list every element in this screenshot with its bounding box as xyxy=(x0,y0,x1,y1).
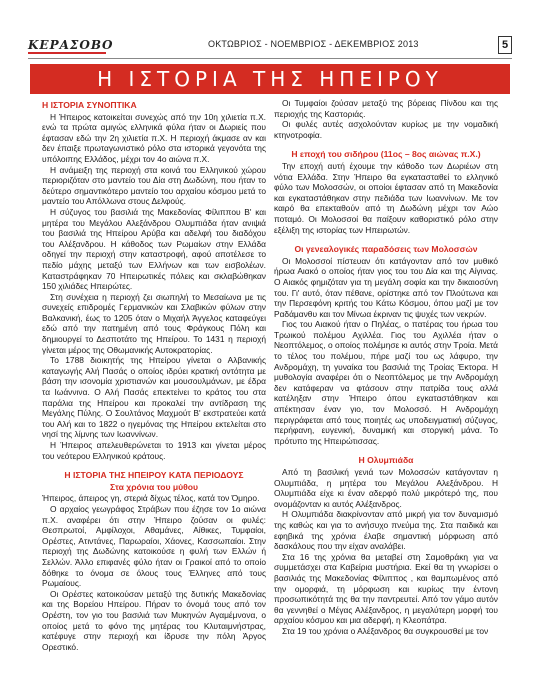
section-heading: Η ΙΣΤΟΡΙΑ ΤΗΣ ΗΠΕΙΡΟΥ ΚΑΤΑ ΠΕΡΙΟΔΟΥΣ xyxy=(64,470,244,481)
subsection-heading: Στα χρόνια του μύθου xyxy=(109,481,199,492)
paragraph: Στη συνέχεια η περιοχή ζει σιωπηλή το Μεσαίωνα με τις συνεχείς επιδρομές Γερμανικών και Σλαβικών φύλων στην Βαλκανική, έως το 1205 όταν ο Μιχαήλ Άγγελος καταφεύγει εδώ από την πατημένη από τους Φράγκους Πόλη και δημιουργεί το Δεσποτάτο της Ηπείρου. Το 1431 η περιοχή γίνεται μέρος της Οθωμανικής Αυτοκρατορίας. xyxy=(42,291,266,355)
paragraph: Στα 19 του χρόνια ο Αλέξανδρος θα συγκρουσθεί με τον xyxy=(282,625,489,636)
paragraph: Την εποχή αυτή έχουμε την κάθοδο των Δωριέων στη νότια Ελλάδα. Στην Ήπειρο θα εγκατασταθεί το ελληνικό φύλο των Μολοσσών, οι οποίοι έφτασαν από τη Μακεδονία και εγκαταστάθηκαν στην πεδιάδα των Ιωαννίνων. Με τον καιρό θα επεκταθούν από τη Δωδώνη μέχρι τον Αώο ποταμό. Οι Μολοσσοί θα παίξουν καθοριστικό ρόλο στην εξέλιξη της ιστορίας των Ηπειρωτών. xyxy=(274,160,498,235)
paragraph: Ήπειρος, άπειρος γη, στεριά δίχως τέλος, κατά τον Όμηρο. xyxy=(42,493,260,504)
paragraph: Οι φυλές αυτές ασχολούνταν κυρίως με την νομαδική κτηνοτροφία. xyxy=(274,119,498,140)
paragraph: Ο αρχαίος γεωγράφος Στράβων που έζησε τον 1ο αιώνα π.Χ. αναφέρει ότι στην Ήπειρο ζούσαν οι φυλές: Θεσπρωτοί, Αμφίλοχοι, Αθαμάνες, Αίθικες, Τυμφαίοι, Ορέστες, Ατιντάνες, Παρωραίοι, Χάονες, Κασσωπαίοι. Στην περιοχή της Δωδώνης κατοικούσε η φυλή των Ελλών ή Σελλών. Άλλο επιφανές φύλο ήταν οι Γραικοί από το οποίο δόθηκε το όνομα σε όλους τους Έλληνες από τους Ρωμαίους. xyxy=(42,503,266,589)
paragraph: Από τη βασιλική γενιά των Μολοσσών κατάγονταν η Ολυμπιάδα, η μητέρα του Μεγάλου Αλεξάνδρου. Η Ολυμπιάδα είχε κι έναν αδερφό πολύ μικρότερό της, που ονομάζονταν κι αυτός Αλέξανδρος. xyxy=(274,467,498,509)
logo-underline xyxy=(28,52,106,54)
section-heading: Η Ολυμπιάδα xyxy=(358,455,414,466)
paragraph: Η Ήπειρος απελευθερώνεται το 1913 και γίνεται μέρος του νεότερου Ελληνικού κράτους. xyxy=(42,440,266,461)
paragraph: Η Ήπειρος κατοικείται συνεχώς από την 10η χιλιετία π.Χ. ενώ τα πρώτα αμιγώς ελληνικά φύλα ήταν οι Δωριείς που έφτασαν εδώ την 2η χιλιετία π.Χ. Η περιοχή άκμασε αν και δεν έπαιξε πρωταγωνιστικό ρόλο στα ιστορικά γεγονότα της υπόλοιπης Ελλάδος, μέχρι τον 4ο αιώνα π.Χ. xyxy=(42,111,266,164)
paragraph: Οι Τυμφαίοι ζούσαν μεταξύ της βόρειας Πίνδου και της περιοχής της Καστοριάς. xyxy=(274,98,498,119)
left-column xyxy=(42,98,266,652)
newspaper-logo: ΚΕΡΑΣΟΒΟ xyxy=(28,38,114,52)
paragraph: Οι Μολοσσοί πίστευαν ότι κατάγονταν από τον μυθικό ήρωα Αιακό ο οποίος ήταν γιος του του Δία και της Αίγινας. Ο Αιακός φημιζόταν για τη μεγάλη σοφία και την δικαιοσύνη του. Γι' αυτό, όταν πέθανε, ορίστηκε από τον Πλούτωνα και την Περσεφόνη κριτής του Κάτω Κόσμου, όπου μαζί με τον Ραδάμανθυ και τον Μίνωα έκριναν τις ψυχές των νεκρών. xyxy=(274,255,498,319)
paragraph: Οι Ορέστες κατοικούσαν μεταξύ της δυτικής Μακεδονίας και της Βορείου Ηπείρου. Πήραν το όνομά τους από τον Ορέστη, τον γιο του βασιλιά των Μυκηνών Αγαμέμνονα, ο οποίος μετά το φόνο της μητέρας του Κλυταιμνήστρας, κατέφυγε στην περιοχή και ίδρυσε την πόλη Άργος Ορεστικό. xyxy=(42,588,266,652)
page-number: 5 xyxy=(498,36,512,54)
paragraph: Η Ολυμπιάδα διακρίνονταν από μικρή για τον δυναμισμό της καθώς και για το ανήσυχο πνεύμα της. Στα παιδικά και εφηβικά της χρόνια έλαβε σημαντική μόρφωση από δασκάλους που την είχαν αναλάβει. xyxy=(274,509,498,552)
paragraph: Στα 16 της χρόνια θα μεταβεί στη Σαμοθράκη για να συμμετάσχει στα Καβείρια μυστήρια. Εκεί θα τη γνωρίσει ο βασιλιάς της Μακεδονίας Φίλιππος , και θαμπωμένος από την ομορφιά, τη μόρφωση και κυρίως την έντονη προσωπικότητά της θα την παντρευτεί. Από τον γάμο αυτόν θα γεννηθεί ο Μέγας Αλέξανδρος, η μεγαλύτερη μορφή του αρχαίου κόσμου και μια αδερφή, η Κλεοπάτρα. xyxy=(274,551,498,626)
paragraph: Το 1788 διοικητής της Ηπείρου γίνεται ο Αλβανικής καταγωγής Αλή Πασάς ο οποίος ιδρύει κρατική οντότητα με βάση την ισονομία χριστιανών και μουσουλμάνων, με έδρα τα Ιωάννινα. Ο Αλή Πασάς επεκτείνει το κράτος του στα παράλια της Ηπείρου και προκαλεί την αντίδραση της Μεγάλης Πύλης. Ο Σουλτάνος Μαχμούτ Β' εκστρατεύει κατά του Αλή και το 1822 ο ηγεμόνας της Ηπείρου εκτελείται στο νησί της λίμνης των Ιωαννίνων. xyxy=(42,355,266,440)
header-divider xyxy=(28,58,512,59)
section-heading: Η ΙΣΤΟΡΙΑ ΣΥΝΟΠΤΙΚΑ xyxy=(42,100,137,110)
paragraph: Γιος του Αιακού ήταν ο Πηλέας, ο πατέρας του ήρωα του Τρωικού πολέμου Αχιλλέα. Γιος του Αχιλλέα ήταν ο Νεοπτόλεμος, ο οποίος πολέμησε κι αυτός στην Τροία. Μετά το τέλος του πολέμου, πήρε μαζί του ως λάφυρο, την Ανδρομάχη, τη γυναίκα του βασιλιά της Τροίας Έκτορα. Η μυθολογία αναφέρει ότι ο Νεοπτόλεμος με την Ανδρομάχη δεν κατάφεραν να φτάσουν στην πατρίδα τους αλλά κατέληξαν στην Ήπειρο όπου εγκαταστάθηκαν και απέκτησαν έναν γιο, τον Μολοσσό. Η Ανδρομάχη περιγράφεται από τους ποιητές ως υποδειγματική σύζυγος, περήφανη, ευγενική, δυναμική και στοργική μάνα. Το πρότυπο της Ηπειρώτισσας. xyxy=(274,319,498,446)
section-heading: Η εποχή του σιδήρου (11ος – 8ος αιώνας π.Χ.) xyxy=(291,149,481,160)
right-column xyxy=(274,98,498,637)
article-title: Η ΙΣΤΟΡΙΑ ΤΗΣ ΗΠΕΙΡΟΥ xyxy=(30,64,510,94)
paragraph: Η σύζυγος του βασιλιά της Μακεδονίας Φίλιππου Β' και μητέρα του Μεγάλου Αλεξάνδρου Ολυμπιάδα ήταν ανιψιά του βασιλιά της Ηπείρου Αρύβα και αδελφή του διαδόχου του Αλέξανδρου. Η κάθοδος των Ρωμαίων στην Ελλάδα οδηγεί την περιοχή στην καταστροφή, αφού αποτέλεσε το πεδίο μάχης μεταξύ των Ελλήνων και των εισβολέων. Καταστράφηκαν 70 Ηπειρωτικές πόλεις και σκλαβώθηκαν 150 χιλιάδες Ηπειρώτες. xyxy=(42,206,266,292)
section-heading: Οι γενεαλογικές παραδόσεις των Μολοσσών xyxy=(294,244,478,255)
issue-date: ΟΚΤΩΒΡΙΟΣ - ΝΟΕΜΒΡΙΟΣ - ΔΕΚΕΜΒΡΙΟΣ 2013 xyxy=(208,39,419,49)
paragraph: Η ανάμειξη της περιοχή στα κοινά του Ελληνικού χώρου περιοριζόταν στο μαντείο του Δία στη Δωδώνη, που ήταν το δεύτερο σημαντικότερο μαντείο του αρχαίου κόσμου μετά το μαντείο του Απόλλωνα στους Δελφούς. xyxy=(42,164,266,207)
